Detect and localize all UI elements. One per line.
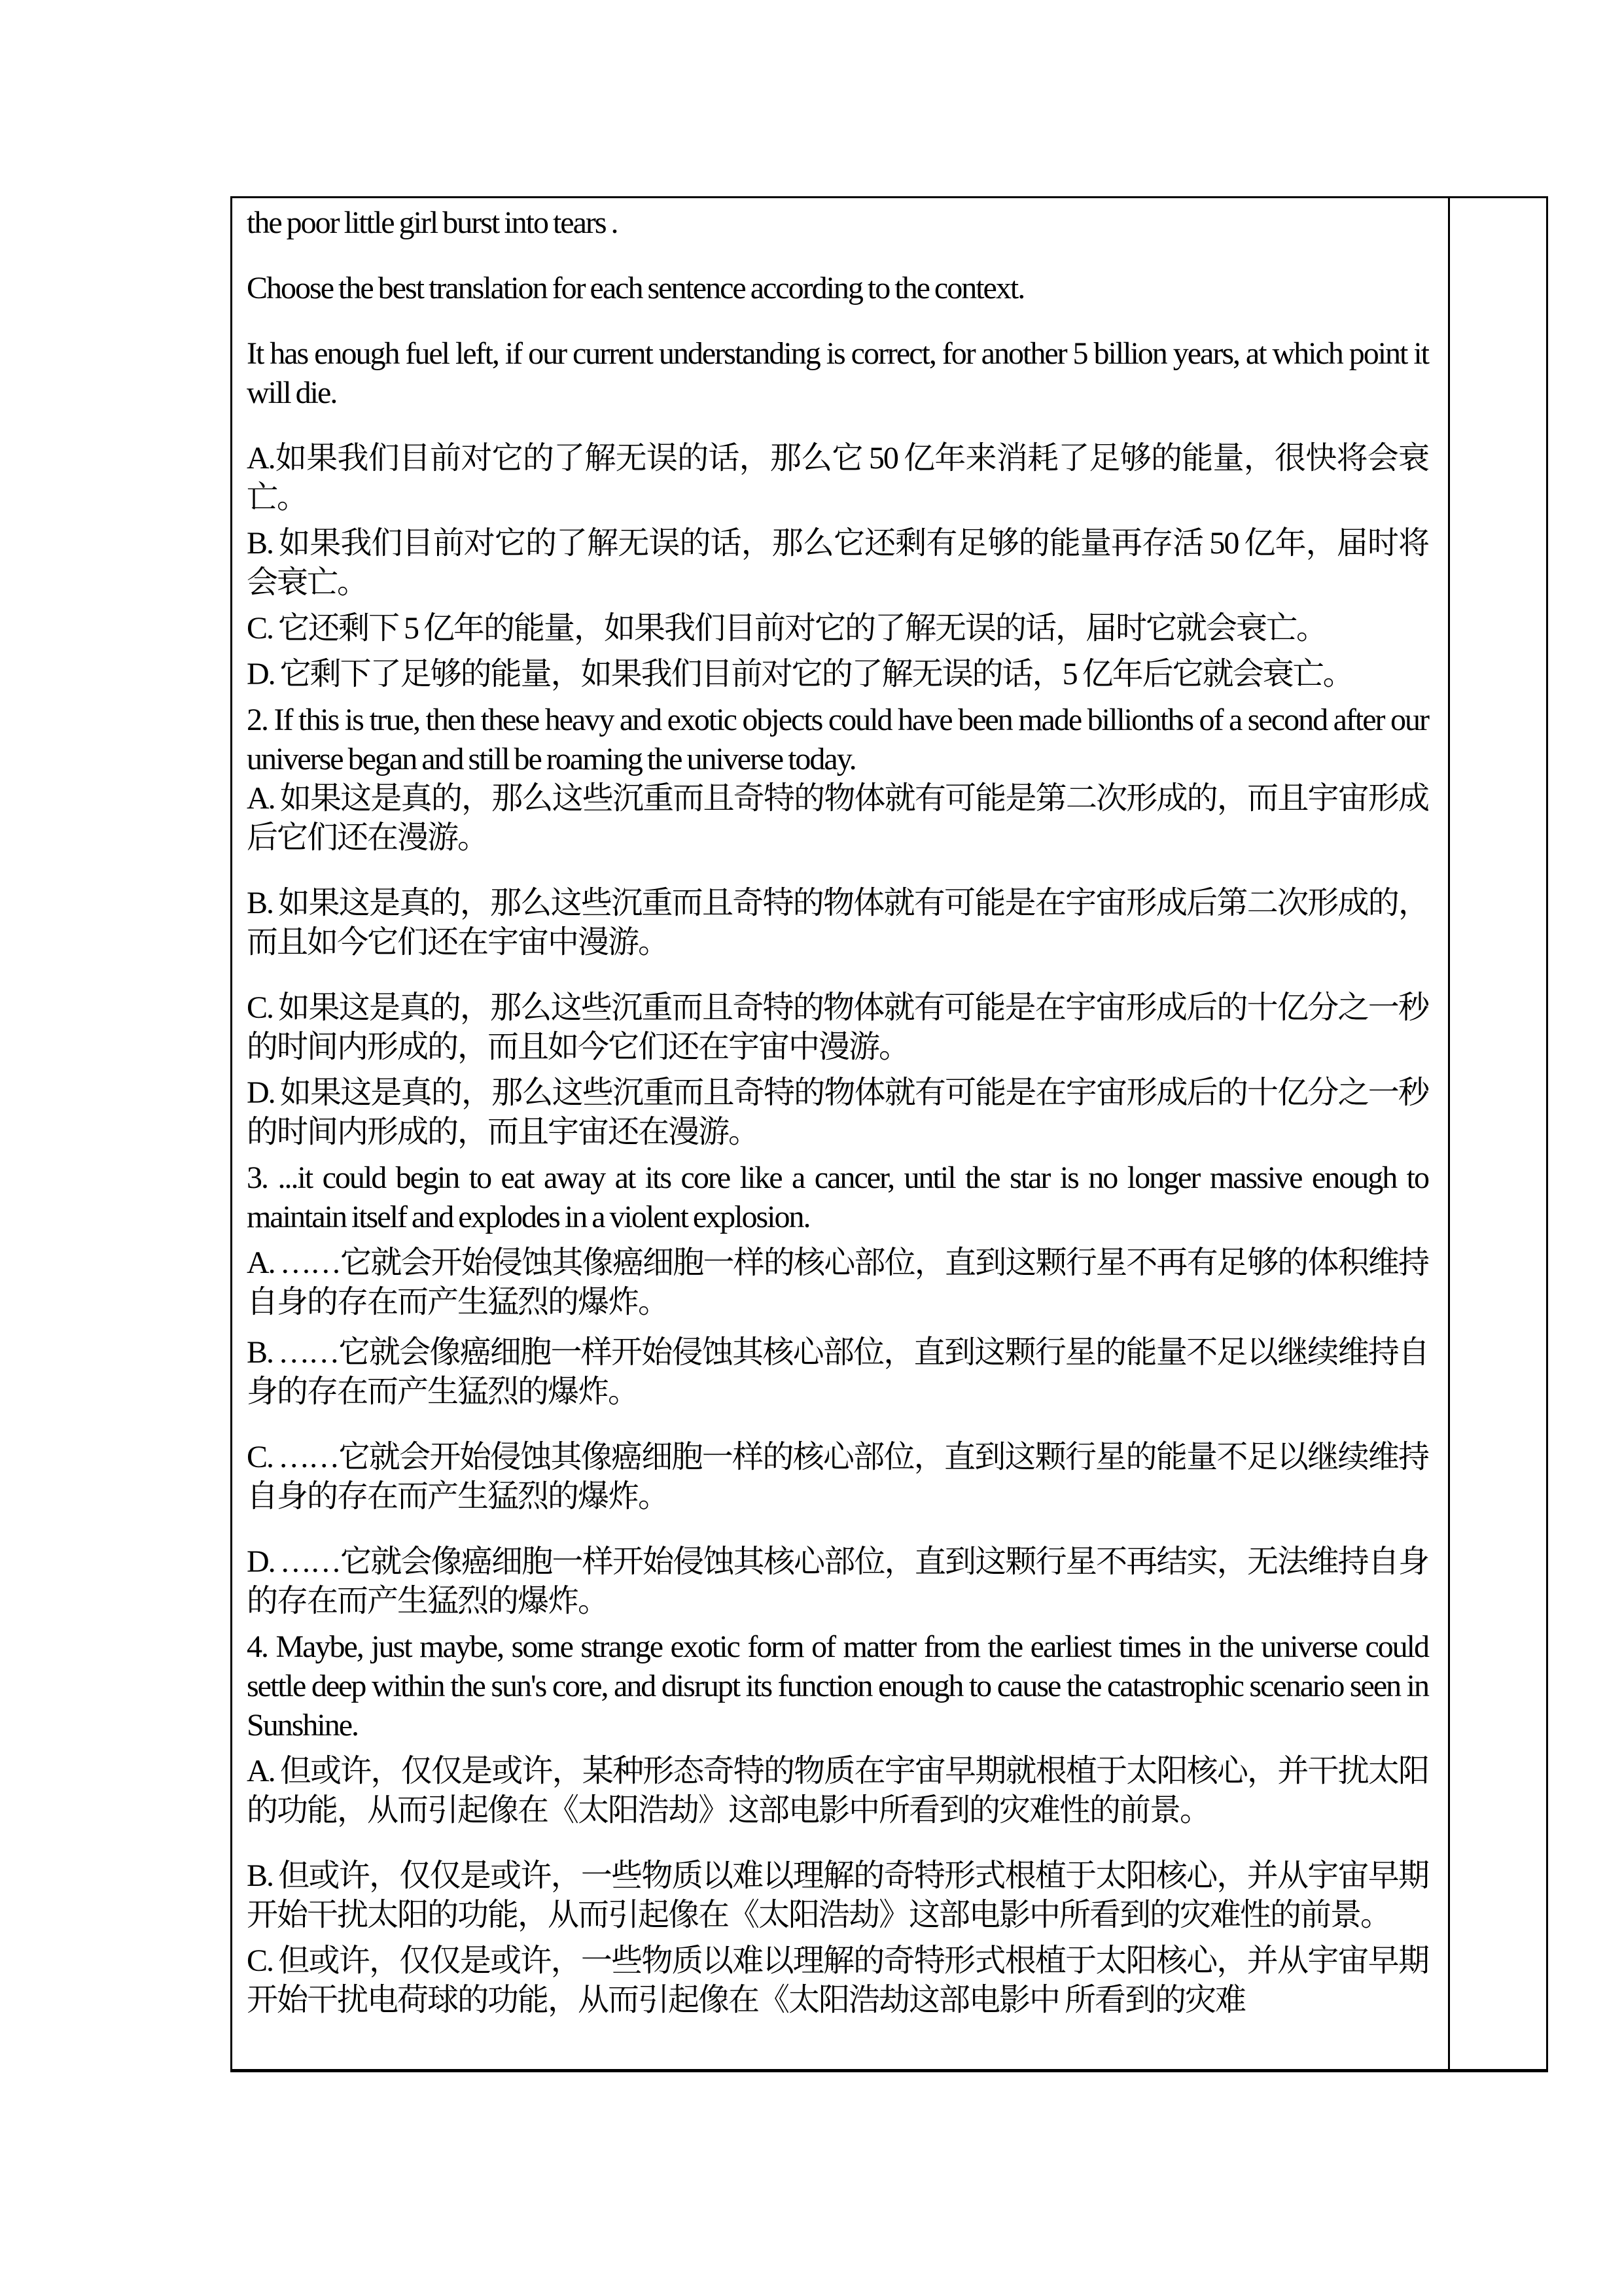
paragraph: C. 它还剩下 5 亿年的能量，如果我们目前对它的了解无误的话，届时它就会衰亡。 [247, 611, 1327, 646]
paragraph: B. 但或许，仅仅是或许，一些物质以难以理解的奇特形式根植于太阳核心，并从宇宙早期开始干扰太阳的功能，从而引起像在《太阳浩劫》这部电影中所看到的灾难性的前景。 [247, 1858, 1428, 1932]
paragraph: D. ……它就会像癌细胞一样开始侵蚀其核心部位，直到这颗行星不再结实，无法维持自身的存在而产生猛烈的爆炸。 [247, 1544, 1428, 1618]
document-table [230, 196, 1548, 2072]
paragraph: C. 但或许，仅仅是或许，一些物质以难以理解的奇特形式根植于太阳核心，并从宇宙早期开始干扰电荷球的功能，从而引起像在《太阳浩劫这部电影中 所看到的灾难 [247, 1943, 1428, 2017]
paragraph: C. ……它就会开始侵蚀其像癌细胞一样的核心部位，直到这颗行星的能量不足以继续维持自身的存在而产生猛烈的爆炸。 [247, 1440, 1428, 1514]
paragraph: A. 如果这是真的，那么这些沉重而且奇特的物体就有可能是第二次形成的，而且宇宙形成后它们还在漫游。 [247, 781, 1428, 855]
paragraph: D. 它剩下了足够的能量，如果我们目前对它的了解无误的话，5 亿年后它就会衰亡。 [247, 657, 1353, 691]
paragraph: It has enough fuel left, if our current understanding is correct, for another 5 billion years, at which point it will die. [247, 336, 1428, 410]
paragraph: the poor little girl burst into tears . [247, 205, 618, 240]
paragraph: 3. ...it could begin to eat away at its core like a cancer, until the star is no longer massive enough to maintain itself and explodes in a violent explosion. [247, 1160, 1428, 1234]
paragraph: B. ……它就会像癌细胞一样开始侵蚀其核心部位，直到这颗行星的能量不足以继续维持自身的存在而产生猛烈的爆炸。 [247, 1335, 1428, 1409]
paragraph: B. 如果这是真的，那么这些沉重而且奇特的物体就有可能是在宇宙形成后第二次形成的，而且如今它们还在宇宙中漫游。 [247, 886, 1428, 960]
paragraph: C. 如果这是真的，那么这些沉重而且奇特的物体就有可能是在宇宙形成后的十亿分之一秒的时间内形成的，而且如今它们还在宇宙中漫游。 [247, 990, 1428, 1064]
main-cell [232, 198, 1450, 2069]
paragraph: A.如果我们目前对它的了解无误的话，那么它 50 亿年来消耗了足够的能量，很快将会衰亡。 [247, 441, 1428, 515]
side-cell [1450, 198, 1546, 2069]
paragraph: D. 如果这是真的，那么这些沉重而且奇特的物体就有可能是在宇宙形成后的十亿分之一秒的时间内形成的，而且宇宙还在漫游。 [247, 1075, 1428, 1149]
paragraph: 2. If this is true, then these heavy and exotic objects could have been made billionths of a second after our universe began and still be roaming the universe today. [247, 703, 1428, 776]
paragraph: 4. Maybe, just maybe, some strange exotic form of matter from the earliest times in the universe could settle deep within the sun's core, and disrupt its function enough to cause the catastrophic scenario seen in Sunshine. [247, 1629, 1428, 1743]
paragraph: B. 如果我们目前对它的了解无误的话，那么它还剩有足够的能量再存活 50 亿年，届时将会衰亡。 [247, 526, 1428, 600]
paragraph: Choose the best translation for each sentence according to the context. [247, 271, 1025, 305]
paragraph: A. ……它就会开始侵蚀其像癌细胞一样的核心部位，直到这颗行星不再有足够的体积维持自身的存在而产生猛烈的爆炸。 [247, 1245, 1428, 1319]
paragraph: A. 但或许，仅仅是或许，某种形态奇特的物质在宇宙早期就根植于太阳核心，并干扰太阳的功能，从而引起像在《太阳浩劫》这部电影中所看到的灾难性的前景。 [247, 1754, 1428, 1828]
